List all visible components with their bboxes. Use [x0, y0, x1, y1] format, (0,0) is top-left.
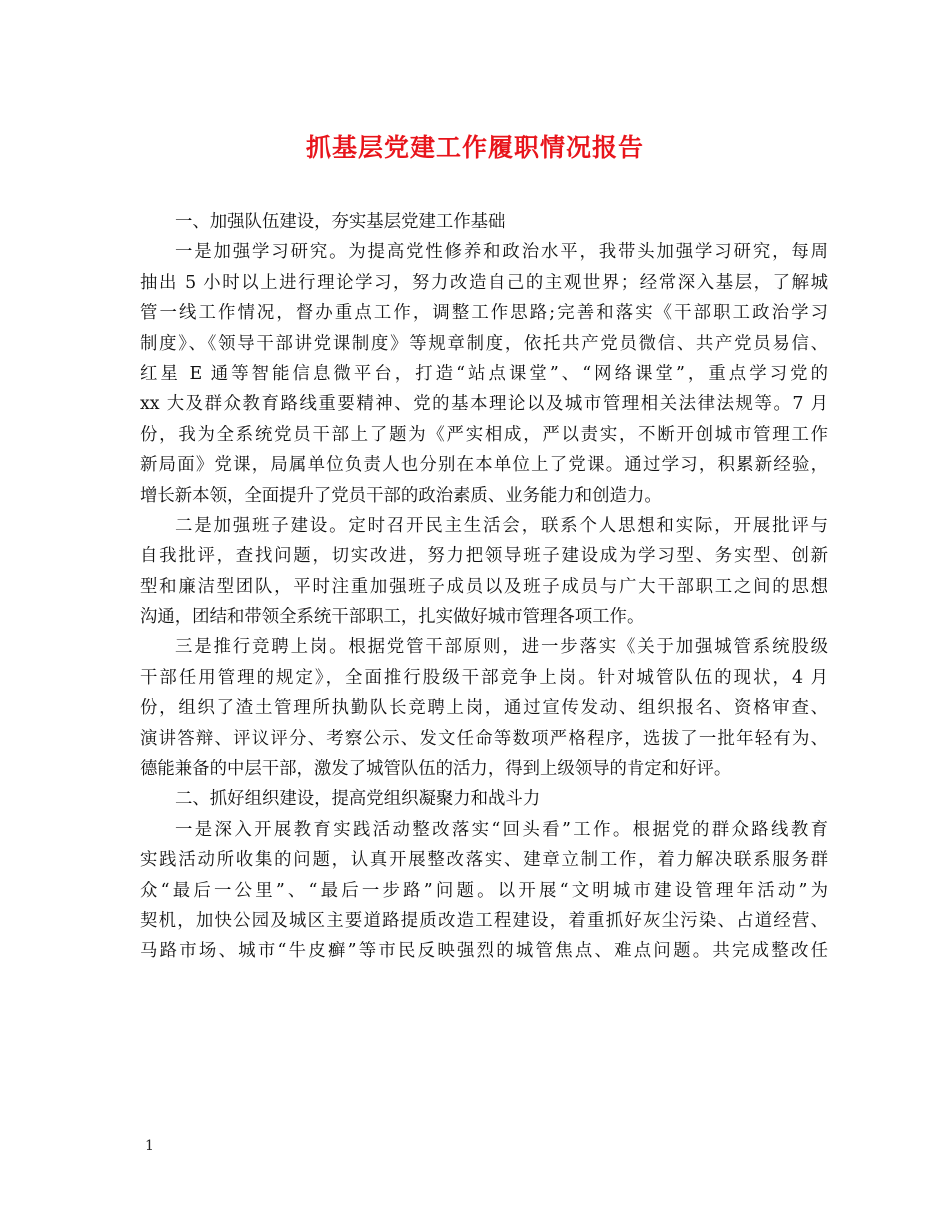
- page-number: 1: [145, 1138, 154, 1154]
- document-body: [140, 207, 828, 967]
- paragraph-line: 演讲答辩、评议评分、考察公示、发文任命等数项严格程序，选拔了一批年轻有为、: [140, 728, 828, 749]
- paragraph-line: 一是加强学习研究。为提高党性修养和政治水平，我带头加强学习研究，每周: [175, 242, 828, 263]
- paragraph-line: 契机，加快公园及城区主要道路提质改造工程建设，着重抓好灰尘污染、占道经营、: [140, 910, 828, 931]
- document-title: 抓基层党建工作履职情况报告: [305, 133, 644, 162]
- paragraph-line: 增长新本领，全面提升了党员干部的政治素质、业务能力和创造力。: [140, 485, 662, 506]
- paragraph-line: 份，组织了渣土管理所执勤队长竞聘上岗，通过宣传发动、组织报名、资格审查、: [140, 698, 828, 719]
- paragraph-line: 管一线工作情况，督办重点工作，调整工作思路;完善和落实《干部职工政治学习: [140, 303, 828, 324]
- paragraph-line: 抽出 5 小时以上进行理论学习，努力改造自己的主观世界；经常深入基层，了解城: [140, 272, 828, 293]
- paragraph-line: 实践活动所收集的问题，认真开展整改落实、建章立制工作，着力解决联系服务群: [140, 850, 828, 871]
- paragraph-line: 一是深入开展教育实践活动整改落实“回头看”工作。根据党的群众路线教育: [175, 819, 828, 840]
- paragraph-line: 三是推行竞聘上岗。根据党管干部原则，进一步落实《关于加强城管系统股级: [175, 637, 828, 658]
- paragraph-line: 型和廉洁型团队，平时注重加强班子成员以及班子成员与广大干部职工之间的思想: [140, 576, 828, 597]
- paragraph-line: 众“最后一公里”、“最后一步路”问题。以开展“文明城市建设管理年活动”为: [140, 880, 828, 901]
- paragraph-line: 二是加强班子建设。定时召开民主生活会，联系个人思想和实际，开展批评与: [175, 515, 828, 536]
- paragraph-line: 沟通，团结和带领全系统干部职工，扎实做好城市管理各项工作。: [140, 607, 645, 628]
- paragraph-line: 马路市场、城市“牛皮癣”等市民反映强烈的城管焦点、难点问题。共完成整改任: [140, 941, 828, 962]
- paragraph-line: 德能兼备的中层干部，激发了城管队伍的活力，得到上级领导的肯定和好评。: [140, 759, 732, 780]
- paragraph-line: 制度》、《领导干部讲党课制度》等规章制度，依托共产党员微信、共产党员易信、: [140, 333, 828, 354]
- paragraph-line: xx 大及群众教育路线重要精神、党的基本理论以及城市管理相关法律法规等。7 月: [140, 394, 828, 415]
- paragraph-line: 新局面》党课，局属单位负责人也分别在本单位上了党课。通过学习，积累新经验，: [140, 455, 828, 476]
- section-heading: 一、加强队伍建设，夯实基层党建工作基础: [175, 212, 506, 232]
- paragraph-line: 干部任用管理的规定》，全面推行股级干部竞争上岗。针对城管队伍的现状，4 月: [140, 667, 828, 688]
- section-heading: 二、抓好组织建设，提高党组织凝聚力和战斗力: [175, 789, 541, 810]
- paragraph-line: 份，我为全系统党员干部上了题为《严实相成，严以责实，不断开创城市管理工作: [140, 424, 828, 445]
- paragraph-line: 红星 E 通等智能信息微平台，打造“站点课堂”、“网络课堂”，重点学习党的: [140, 363, 828, 384]
- paragraph-line: 自我批评，查找问题，切实改进，努力把领导班子建设成为学习型、务实型、创新: [140, 546, 828, 567]
